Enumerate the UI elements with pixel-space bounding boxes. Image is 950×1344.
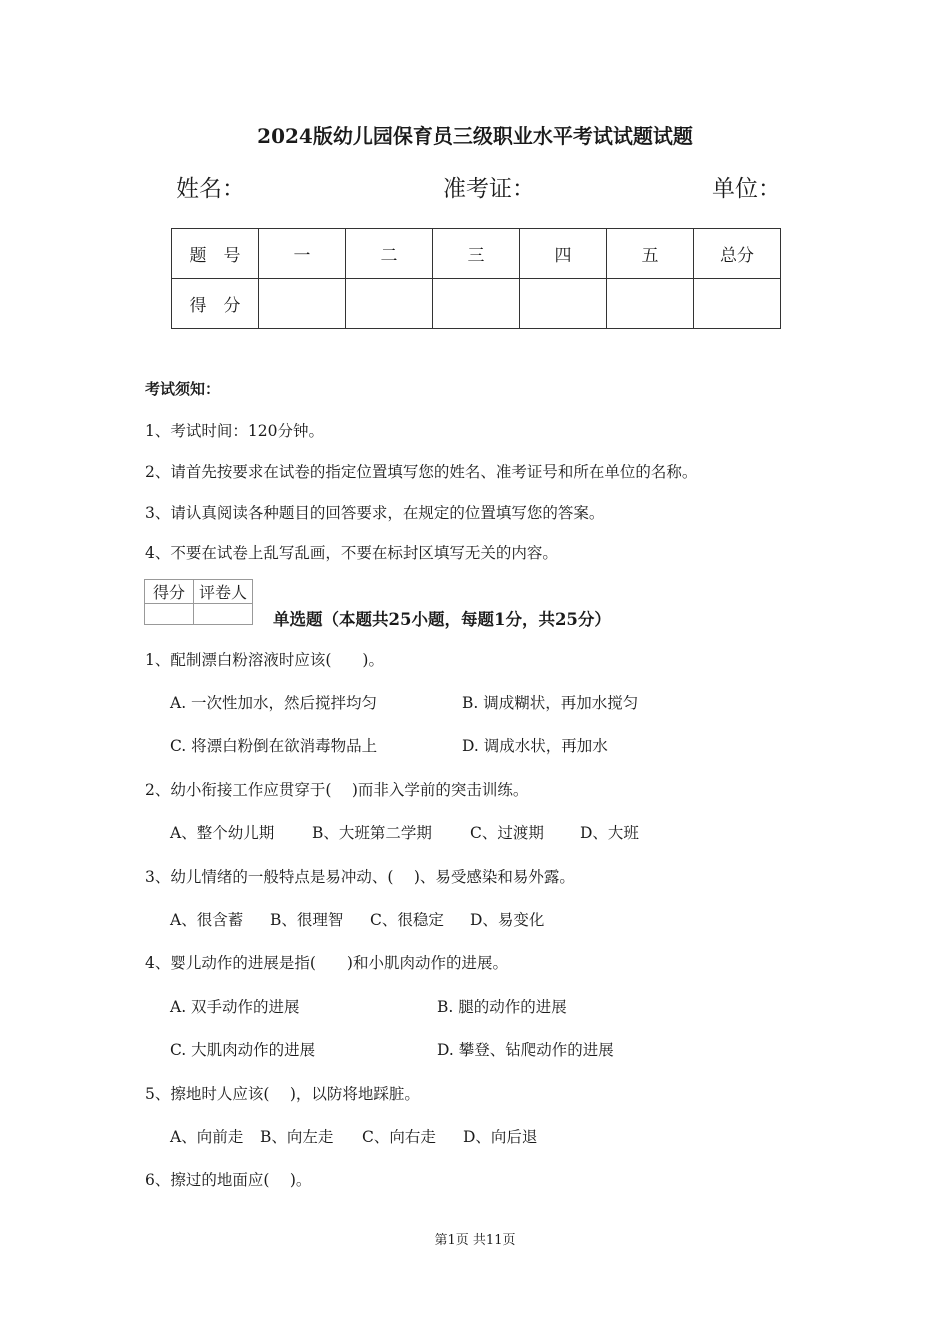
question-option: D. 调成水状，再加水 (462, 737, 608, 755)
notice-item: 3、请认真阅读各种题目的回答要求，在规定的位置填写您的答案。 (145, 504, 605, 522)
question-option: D、大班 (580, 824, 639, 842)
grader-table (144, 579, 253, 625)
question-option: C、过渡期 (470, 824, 544, 842)
question-option: B、很理智 (270, 911, 344, 929)
score-table-score-row (172, 279, 781, 329)
score-table-cell: 四 (520, 229, 607, 279)
notice-item: 2、请首先按要求在试卷的指定位置填写您的姓名、准考证号和所在单位的名称。 (145, 463, 698, 481)
question-stem: 1、配制漂白粉溶液时应该( )。 (145, 651, 384, 669)
question-option: B、大班第二学期 (312, 824, 432, 842)
name-label: 姓名： (176, 176, 245, 202)
question-stem: 6、擦过的地面应( )。 (145, 1171, 312, 1189)
score-input-cell[interactable] (607, 279, 694, 329)
exam-id-label: 准考证： (443, 176, 535, 202)
question-stem: 2、幼小衔接工作应贯穿于( )而非入学前的突击训练。 (145, 781, 529, 799)
page-footer: 第1页 共11页 (434, 1233, 516, 1248)
question-option: D. 攀登、钻爬动作的进展 (437, 1041, 614, 1059)
question-option: A. 双手动作的进展 (170, 998, 300, 1016)
question-option: D、向后退 (463, 1128, 538, 1146)
question-stem: 4、婴儿动作的进展是指( )和小肌肉动作的进展。 (145, 954, 508, 972)
score-row-label: 得 分 (172, 279, 259, 329)
grader-score-cell[interactable] (145, 604, 194, 625)
question-option: A. 一次性加水，然后搅拌均匀 (170, 694, 378, 712)
score-table-cell: 三 (433, 229, 520, 279)
question-option: B. 腿的动作的进展 (437, 998, 567, 1016)
score-input-cell[interactable] (259, 279, 346, 329)
question-option: A、很含蓄 (170, 911, 244, 929)
score-input-cell[interactable] (694, 279, 781, 329)
score-table-cell: 题 号 (172, 229, 259, 279)
section-title: 单选题（本题共25小题，每题1分，共25分） (273, 610, 611, 629)
score-table-cell: 总分 (694, 229, 781, 279)
score-input-cell[interactable] (346, 279, 433, 329)
notice-item: 1、考试时间：120分钟。 (145, 422, 324, 440)
question-stem: 3、幼儿情绪的一般特点是易冲动、( )、易受感染和易外露。 (145, 868, 575, 886)
question-option: C. 将漂白粉倒在欲消毒物品上 (170, 737, 378, 755)
question-option: C. 大肌肉动作的进展 (170, 1041, 316, 1059)
score-table (171, 228, 781, 329)
score-table-cell: 五 (607, 229, 694, 279)
notice-item: 4、不要在试卷上乱写乱画，不要在标封区填写无关的内容。 (145, 544, 558, 562)
score-table-cell: 一 (259, 229, 346, 279)
question-option: C、很稳定 (370, 911, 444, 929)
grader-name-label: 评卷人 (194, 580, 253, 604)
question-option: A、向前走 (170, 1128, 244, 1146)
question-option: C、向右走 (362, 1128, 436, 1146)
score-input-cell[interactable] (433, 279, 520, 329)
question-option: B. 调成糊状，再加水搅匀 (462, 694, 639, 712)
score-table-cell: 二 (346, 229, 433, 279)
grader-score-label: 得分 (145, 580, 194, 604)
document-title: 2024版幼儿园保育员三级职业水平考试试题试题 (257, 124, 693, 148)
grader-name-cell[interactable] (194, 604, 253, 625)
question-option: B、向左走 (260, 1128, 334, 1146)
question-option: D、易变化 (470, 911, 545, 929)
question-stem: 5、擦地时人应该( )，以防将地踩脏。 (145, 1085, 420, 1103)
unit-label: 单位： (712, 176, 781, 202)
score-table-header-row (172, 229, 781, 279)
score-input-cell[interactable] (520, 279, 607, 329)
notice-title: 考试须知： (145, 380, 221, 398)
question-option: A、整个幼儿期 (170, 824, 275, 842)
